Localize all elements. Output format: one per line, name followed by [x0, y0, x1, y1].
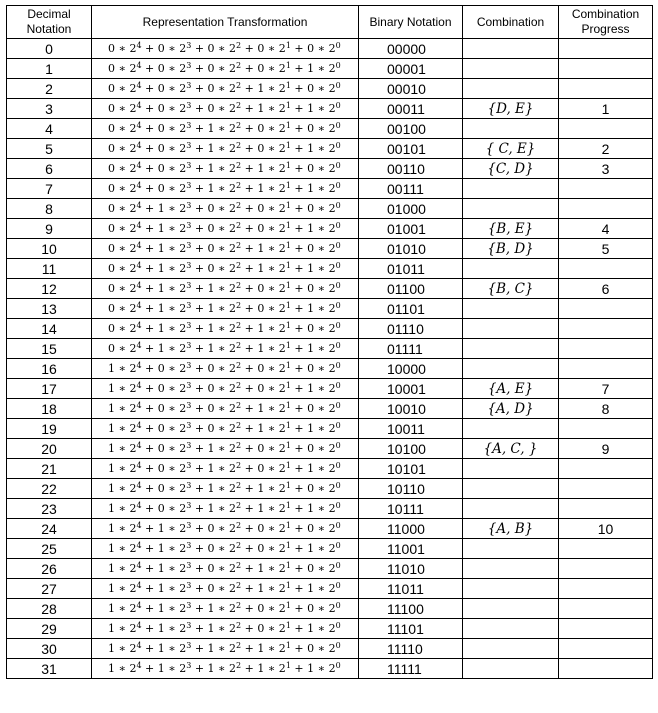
representation-cell: 1 ∗ $2^4 + 1$ ∗ $2^3 + 1$ ∗ $2^2 + 0$ ∗ $2^1 + 1$ ∗ $2^0$: [92, 619, 359, 639]
representation-cell: 0 ∗ $2^4 + 1$ ∗ $2^3 + 1$ ∗ $2^2 + 1$ ∗ $2^1 + 1$ ∗ $2^0$: [92, 339, 359, 359]
progress-cell: [559, 419, 653, 439]
progress-cell: [559, 459, 653, 479]
table-row: [7, 459, 653, 479]
combination-cell: {B, C}: [463, 279, 559, 299]
representation-cell: 0 ∗ $2^4 + 1$ ∗ $2^3 + 1$ ∗ $2^2 + 0$ ∗ $2^1 + 1$ ∗ $2^0$: [92, 299, 359, 319]
table-row: [7, 599, 653, 619]
progress-cell: 3: [559, 159, 653, 179]
binary-cell: 01001: [359, 219, 463, 239]
progress-cell: [559, 259, 653, 279]
binary-cell: 01010: [359, 239, 463, 259]
decimal-cell: 3: [7, 99, 92, 119]
combination-cell: [463, 339, 559, 359]
combination-cell: {B, D}: [463, 239, 559, 259]
combination-cell: [463, 319, 559, 339]
representation-cell: 1 ∗ $2^4 + 0$ ∗ $2^3 + 1$ ∗ $2^2 + 1$ ∗ $2^1 + 0$ ∗ $2^0$: [92, 479, 359, 499]
representation-cell: 0 ∗ $2^4 + 0$ ∗ $2^3 + 1$ ∗ $2^2 + 0$ ∗ $2^1 + 0$ ∗ $2^0$: [92, 119, 359, 139]
table-row: [7, 439, 653, 459]
table-row: [7, 479, 653, 499]
decimal-cell: 13: [7, 299, 92, 319]
combination-cell: [463, 659, 559, 679]
binary-cell: 11111: [359, 659, 463, 679]
combination-cell: {C, D}: [463, 159, 559, 179]
decimal-cell: 6: [7, 159, 92, 179]
combination-cell: {A, B}: [463, 519, 559, 539]
progress-cell: [559, 119, 653, 139]
representation-cell: 0 ∗ $2^4 + 0$ ∗ $2^3 + 1$ ∗ $2^2 + 1$ ∗ $2^1 + 1$ ∗ $2^0$: [92, 179, 359, 199]
decimal-cell: 12: [7, 279, 92, 299]
decimal-cell: 24: [7, 519, 92, 539]
decimal-cell: 10: [7, 239, 92, 259]
header-decimal-notation: Decimal Notation: [7, 6, 92, 39]
representation-cell: 0 ∗ $2^4 + 1$ ∗ $2^3 + 0$ ∗ $2^2 + 1$ ∗ $2^1 + 1$ ∗ $2^0$: [92, 259, 359, 279]
binary-cell: 00111: [359, 179, 463, 199]
progress-cell: [559, 59, 653, 79]
binary-cell: 10010: [359, 399, 463, 419]
decimal-cell: 27: [7, 579, 92, 599]
progress-cell: [559, 659, 653, 679]
combination-cell: [463, 359, 559, 379]
table-row: [7, 39, 653, 59]
representation-cell: 0 ∗ $2^4 + 1$ ∗ $2^3 + 0$ ∗ $2^2 + 1$ ∗ $2^1 + 0$ ∗ $2^0$: [92, 239, 359, 259]
table-row: [7, 499, 653, 519]
binary-cell: 00011: [359, 99, 463, 119]
combination-cell: [463, 539, 559, 559]
representation-cell: 0 ∗ $2^4 + 1$ ∗ $2^3 + 0$ ∗ $2^2 + 0$ ∗ $2^1 + 0$ ∗ $2^0$: [92, 199, 359, 219]
decimal-cell: 30: [7, 639, 92, 659]
table-row: [7, 59, 653, 79]
combination-cell: [463, 79, 559, 99]
header-combination-progress: Combination Progress: [559, 6, 653, 39]
table-row: [7, 319, 653, 339]
binary-cell: 10011: [359, 419, 463, 439]
combination-cell: {B, E}: [463, 219, 559, 239]
binary-cell: 00100: [359, 119, 463, 139]
binary-cell: 10001: [359, 379, 463, 399]
progress-cell: 5: [559, 239, 653, 259]
progress-cell: [559, 619, 653, 639]
table-row: [7, 339, 653, 359]
combination-cell: [463, 599, 559, 619]
progress-cell: 2: [559, 139, 653, 159]
decimal-cell: 9: [7, 219, 92, 239]
progress-cell: [559, 199, 653, 219]
combination-cell: [463, 559, 559, 579]
progress-cell: [559, 579, 653, 599]
representation-cell: 1 ∗ $2^4 + 0$ ∗ $2^3 + 0$ ∗ $2^2 + 1$ ∗ $2^1 + 0$ ∗ $2^0$: [92, 399, 359, 419]
decimal-cell: 16: [7, 359, 92, 379]
representation-cell: 1 ∗ $2^4 + 1$ ∗ $2^3 + 0$ ∗ $2^2 + 0$ ∗ $2^1 + 0$ ∗ $2^0$: [92, 519, 359, 539]
combination-cell: [463, 39, 559, 59]
table-row: [7, 119, 653, 139]
combination-table: [6, 5, 653, 679]
table-row: [7, 239, 653, 259]
binary-cell: 10111: [359, 499, 463, 519]
representation-cell: 1 ∗ $2^4 + 0$ ∗ $2^3 + 1$ ∗ $2^2 + 0$ ∗ $2^1 + 0$ ∗ $2^0$: [92, 439, 359, 459]
progress-cell: [559, 499, 653, 519]
representation-cell: 1 ∗ $2^4 + 1$ ∗ $2^3 + 0$ ∗ $2^2 + 1$ ∗ $2^1 + 0$ ∗ $2^0$: [92, 559, 359, 579]
progress-cell: [559, 79, 653, 99]
progress-cell: 8: [559, 399, 653, 419]
combination-cell: [463, 499, 559, 519]
table-row: [7, 419, 653, 439]
binary-cell: 01100: [359, 279, 463, 299]
combination-cell: { C, E}: [463, 139, 559, 159]
representation-cell: 0 ∗ $2^4 + 1$ ∗ $2^3 + 1$ ∗ $2^2 + 0$ ∗ $2^1 + 0$ ∗ $2^0$: [92, 279, 359, 299]
binary-cell: 01011: [359, 259, 463, 279]
combination-cell: [463, 179, 559, 199]
progress-cell: 1: [559, 99, 653, 119]
table-row: [7, 619, 653, 639]
combination-cell: [463, 59, 559, 79]
representation-cell: 0 ∗ $2^4 + 0$ ∗ $2^3 + 1$ ∗ $2^2 + 0$ ∗ $2^1 + 1$ ∗ $2^0$: [92, 139, 359, 159]
table-body: [7, 39, 653, 679]
decimal-cell: 19: [7, 419, 92, 439]
binary-cell: 11011: [359, 579, 463, 599]
header-combination: Combination: [463, 6, 559, 39]
decimal-cell: 7: [7, 179, 92, 199]
table-row: [7, 279, 653, 299]
binary-cell: 11100: [359, 599, 463, 619]
table-row: [7, 99, 653, 119]
combination-cell: {A, E}: [463, 379, 559, 399]
binary-cell: 11110: [359, 639, 463, 659]
decimal-cell: 15: [7, 339, 92, 359]
binary-cell: 00000: [359, 39, 463, 59]
decimal-cell: 20: [7, 439, 92, 459]
combination-cell: [463, 619, 559, 639]
decimal-cell: 2: [7, 79, 92, 99]
representation-cell: 1 ∗ $2^4 + 1$ ∗ $2^3 + 0$ ∗ $2^2 + 1$ ∗ $2^1 + 1$ ∗ $2^0$: [92, 579, 359, 599]
decimal-cell: 8: [7, 199, 92, 219]
binary-cell: 00101: [359, 139, 463, 159]
table-row: [7, 519, 653, 539]
header-binary-notation: Binary Notation: [359, 6, 463, 39]
binary-cell: 00010: [359, 79, 463, 99]
representation-cell: 0 ∗ $2^4 + 1$ ∗ $2^3 + 1$ ∗ $2^2 + 1$ ∗ $2^1 + 0$ ∗ $2^0$: [92, 319, 359, 339]
table-row: [7, 159, 653, 179]
progress-cell: [559, 319, 653, 339]
decimal-cell: 0: [7, 39, 92, 59]
combination-cell: {D, E}: [463, 99, 559, 119]
combination-cell: [463, 199, 559, 219]
decimal-cell: 11: [7, 259, 92, 279]
representation-cell: 1 ∗ $2^4 + 1$ ∗ $2^3 + 0$ ∗ $2^2 + 0$ ∗ $2^1 + 1$ ∗ $2^0$: [92, 539, 359, 559]
binary-cell: 01111: [359, 339, 463, 359]
decimal-cell: 18: [7, 399, 92, 419]
binary-cell: 10000: [359, 359, 463, 379]
decimal-cell: 17: [7, 379, 92, 399]
table-row: [7, 359, 653, 379]
progress-cell: 4: [559, 219, 653, 239]
decimal-cell: 31: [7, 659, 92, 679]
decimal-cell: 28: [7, 599, 92, 619]
table-row: [7, 579, 653, 599]
decimal-cell: 25: [7, 539, 92, 559]
table-row: [7, 79, 653, 99]
table-row: [7, 259, 653, 279]
decimal-cell: 4: [7, 119, 92, 139]
representation-cell: 1 ∗ $2^4 + 0$ ∗ $2^3 + 1$ ∗ $2^2 + 0$ ∗ $2^1 + 1$ ∗ $2^0$: [92, 459, 359, 479]
representation-cell: 1 ∗ $2^4 + 1$ ∗ $2^3 + 1$ ∗ $2^2 + 1$ ∗ $2^1 + 1$ ∗ $2^0$: [92, 659, 359, 679]
representation-cell: 0 ∗ $2^4 + 1$ ∗ $2^3 + 0$ ∗ $2^2 + 0$ ∗ $2^1 + 1$ ∗ $2^0$: [92, 219, 359, 239]
decimal-cell: 29: [7, 619, 92, 639]
representation-cell: 1 ∗ $2^4 + 1$ ∗ $2^3 + 1$ ∗ $2^2 + 0$ ∗ $2^1 + 0$ ∗ $2^0$: [92, 599, 359, 619]
combination-cell: [463, 419, 559, 439]
table-row: [7, 199, 653, 219]
progress-cell: [559, 639, 653, 659]
representation-cell: 0 ∗ $2^4 + 0$ ∗ $2^3 + 0$ ∗ $2^2 + 1$ ∗ $2^1 + 0$ ∗ $2^0$: [92, 79, 359, 99]
representation-cell: 1 ∗ $2^4 + 0$ ∗ $2^3 + 0$ ∗ $2^2 + 1$ ∗ $2^1 + 1$ ∗ $2^0$: [92, 419, 359, 439]
table-row: [7, 139, 653, 159]
decimal-cell: 23: [7, 499, 92, 519]
progress-cell: 7: [559, 379, 653, 399]
combination-cell: [463, 579, 559, 599]
progress-cell: [559, 539, 653, 559]
table-row: [7, 179, 653, 199]
binary-cell: 11001: [359, 539, 463, 559]
combination-cell: [463, 299, 559, 319]
progress-cell: 10: [559, 519, 653, 539]
progress-cell: [559, 179, 653, 199]
table-row: [7, 559, 653, 579]
decimal-cell: 26: [7, 559, 92, 579]
representation-cell: 1 ∗ $2^4 + 1$ ∗ $2^3 + 1$ ∗ $2^2 + 1$ ∗ $2^1 + 0$ ∗ $2^0$: [92, 639, 359, 659]
binary-cell: 00110: [359, 159, 463, 179]
binary-cell: 01110: [359, 319, 463, 339]
representation-cell: 1 ∗ $2^4 + 0$ ∗ $2^3 + 0$ ∗ $2^2 + 0$ ∗ $2^1 + 0$ ∗ $2^0$: [92, 359, 359, 379]
table-row: [7, 659, 653, 679]
binary-cell: 00001: [359, 59, 463, 79]
representation-cell: 0 ∗ $2^4 + 0$ ∗ $2^3 + 1$ ∗ $2^2 + 1$ ∗ $2^1 + 0$ ∗ $2^0$: [92, 159, 359, 179]
table-row: [7, 399, 653, 419]
table-row: [7, 219, 653, 239]
decimal-cell: 5: [7, 139, 92, 159]
binary-cell: 01101: [359, 299, 463, 319]
binary-cell: 11010: [359, 559, 463, 579]
progress-cell: [559, 299, 653, 319]
binary-combination-document: [6, 5, 652, 679]
combination-cell: [463, 259, 559, 279]
progress-cell: [559, 359, 653, 379]
progress-cell: 6: [559, 279, 653, 299]
combination-cell: [463, 479, 559, 499]
decimal-cell: 21: [7, 459, 92, 479]
header-representation-transformation: Representation Transformation: [92, 6, 359, 39]
table-row: [7, 639, 653, 659]
representation-cell: 0 ∗ $2^4 + 0$ ∗ $2^3 + 0$ ∗ $2^2 + 1$ ∗ $2^1 + 1$ ∗ $2^0$: [92, 99, 359, 119]
representation-cell: 0 ∗ $2^4 + 0$ ∗ $2^3 + 0$ ∗ $2^2 + 0$ ∗ $2^1 + 1$ ∗ $2^0$: [92, 59, 359, 79]
decimal-cell: 14: [7, 319, 92, 339]
binary-cell: 10110: [359, 479, 463, 499]
binary-cell: 11000: [359, 519, 463, 539]
combination-cell: [463, 459, 559, 479]
representation-cell: 0 ∗ $2^4 + 0$ ∗ $2^3 + 0$ ∗ $2^2 + 0$ ∗ $2^1 + 0$ ∗ $2^0$: [92, 39, 359, 59]
table-row: [7, 539, 653, 559]
progress-cell: [559, 599, 653, 619]
table-row: [7, 299, 653, 319]
representation-cell: 1 ∗ $2^4 + 0$ ∗ $2^3 + 0$ ∗ $2^2 + 0$ ∗ $2^1 + 1$ ∗ $2^0$: [92, 379, 359, 399]
progress-cell: [559, 559, 653, 579]
progress-cell: [559, 479, 653, 499]
decimal-cell: 22: [7, 479, 92, 499]
table-row: [7, 379, 653, 399]
decimal-cell: 1: [7, 59, 92, 79]
binary-cell: 01000: [359, 199, 463, 219]
combination-cell: {A, C, }: [463, 439, 559, 459]
progress-cell: [559, 339, 653, 359]
binary-cell: 11101: [359, 619, 463, 639]
binary-cell: 10100: [359, 439, 463, 459]
combination-cell: [463, 639, 559, 659]
progress-cell: 9: [559, 439, 653, 459]
binary-cell: 10101: [359, 459, 463, 479]
combination-cell: {A, D}: [463, 399, 559, 419]
table-header-row: [7, 6, 653, 39]
progress-cell: [559, 39, 653, 59]
representation-cell: 1 ∗ $2^4 + 0$ ∗ $2^3 + 1$ ∗ $2^2 + 1$ ∗ $2^1 + 1$ ∗ $2^0$: [92, 499, 359, 519]
combination-cell: [463, 119, 559, 139]
